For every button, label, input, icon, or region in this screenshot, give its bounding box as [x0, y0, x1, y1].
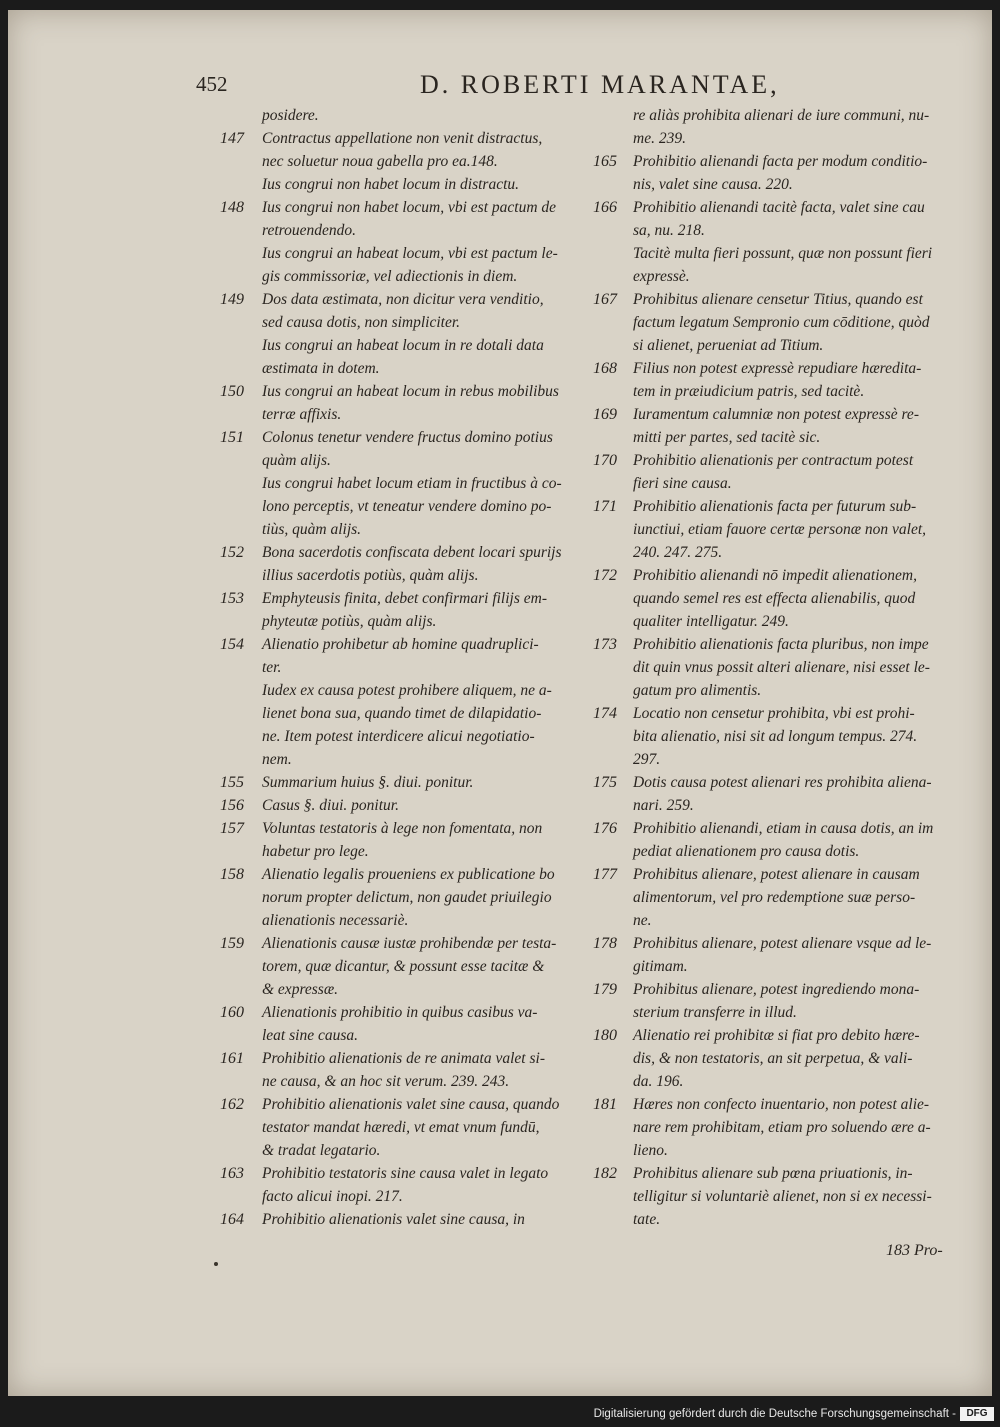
index-entry — [593, 495, 953, 564]
entry-line: Alienatio rei prohibitæ si fiat pro debito hære- — [633, 1027, 920, 1044]
entry-line: ter. — [262, 659, 282, 676]
entry-line: sa, nu. 218. — [633, 222, 705, 239]
entry-line: Prohibitus alienare sub pœna priuationis, in- — [633, 1165, 913, 1182]
index-entry — [593, 564, 953, 633]
entry-number: 159 — [220, 935, 244, 952]
index-entry — [220, 771, 587, 794]
entry-line: Iuramentum calumniæ non potest expressè re- — [633, 406, 919, 423]
index-entry — [633, 104, 953, 150]
entry-line: quando semel res est effecta alienabilis, quod — [633, 590, 916, 607]
entry-line: Iudex ex causa potest prohibere aliquem, ne a- — [262, 682, 552, 699]
entry-line: tate. — [633, 1211, 661, 1228]
entry-number: 160 — [220, 1004, 244, 1021]
index-entry — [220, 541, 587, 587]
entry-number: 152 — [220, 544, 244, 561]
entry-number: 156 — [220, 797, 244, 814]
entry-line: ne. — [633, 912, 652, 929]
entry-line: lieno. — [633, 1142, 668, 1159]
index-entry — [220, 633, 587, 679]
entry-line: Prohibitus alienare censetur Titius, quando est — [633, 291, 923, 308]
right-column — [593, 104, 953, 1231]
entry-line: Ius congrui non habet locum in distractu. — [262, 176, 520, 193]
footer-credit: Digitalisierung gefördert durch die Deutsche Forschungsgemeinschaft - — [593, 1408, 956, 1420]
entry-line: Voluntas testatoris à lege non fomentata, non — [262, 820, 543, 837]
entry-number: 153 — [220, 590, 244, 607]
entry-line: Prohibitio alienationis de re animata valet si- — [262, 1050, 545, 1067]
entry-line: sed causa dotis, non simpliciter. — [262, 314, 461, 331]
entry-line: fieri sine causa. — [633, 475, 732, 492]
index-entry — [593, 357, 953, 403]
index-entry — [220, 127, 587, 173]
entry-line: si alienet, perueniat ad Titium. — [633, 337, 824, 354]
entry-line: sterium transferre in illud. — [633, 1004, 797, 1021]
entry-line: quàm alijs. — [262, 452, 331, 469]
entry-line: telligitur si voluntariè alienet, non si ex necessi- — [633, 1188, 932, 1205]
entry-line: dis, & non testatoris, an sit perpetua, & vali- — [633, 1050, 913, 1067]
entry-line: Dotis causa potest alienari res prohibita aliena- — [633, 774, 932, 791]
index-entry — [220, 863, 587, 932]
index-entry — [593, 449, 953, 495]
entry-number: 155 — [220, 774, 244, 791]
entry-number: 165 — [593, 153, 617, 170]
entry-line: & expressæ. — [262, 981, 339, 998]
entry-number: 164 — [220, 1211, 244, 1228]
entry-line: Alienatio legalis proueniens ex publicatione bo — [262, 866, 555, 883]
entry-line: posidere. — [262, 107, 319, 124]
entry-number: 166 — [593, 199, 617, 216]
entry-line: testator mandat hæredi, vt emat vnum fundū, — [262, 1119, 540, 1136]
index-entry — [220, 794, 587, 817]
entry-line: nare rem prohibitam, etiam pro soluendo ære a- — [633, 1119, 931, 1136]
entry-line: Summarium huius §. diui. ponitur. — [262, 774, 474, 791]
entry-line: Ius congrui habet locum etiam in fructibus à co- — [262, 475, 562, 492]
index-entry — [593, 1162, 953, 1231]
entry-line: Emphyteusis finita, debet confirmari filijs em- — [262, 590, 547, 607]
entry-line: expressè. — [633, 268, 690, 285]
index-entry — [220, 288, 587, 334]
entry-line: Alienationis prohibitio in quibus casibus va- — [262, 1004, 538, 1021]
entry-number: 149 — [220, 291, 244, 308]
entry-line: norum propter delictum, non gaudet priuilegio — [262, 889, 552, 906]
entry-line: ne. Item potest interdicere alicui negotiatio- — [262, 728, 535, 745]
index-entry — [262, 334, 587, 380]
entry-line: Alienationis causæ iustæ prohibendæ per testa- — [262, 935, 557, 952]
index-entry — [262, 242, 587, 288]
index-entry — [220, 1047, 587, 1093]
entry-number: 173 — [593, 636, 617, 653]
index-entry — [593, 702, 953, 771]
entry-line: Ius congrui non habet locum, vbi est pactum de — [262, 199, 557, 216]
entry-line: Hæres non confecto inuentario, non potest alie- — [633, 1096, 930, 1113]
index-entry — [220, 426, 587, 472]
entry-line: Casus §. diui. ponitur. — [262, 797, 399, 814]
index-entry — [220, 1162, 587, 1208]
index-entry — [633, 242, 953, 288]
entry-line: tem in præiudicium patris, sed tacitè. — [633, 383, 865, 400]
entry-number: 150 — [220, 383, 244, 400]
index-entry — [262, 104, 587, 127]
entry-number: 178 — [593, 935, 617, 952]
entry-line: facto alicui inopi. 217. — [262, 1188, 403, 1205]
entry-line: bita alienatio, nisi sit ad longum tempus. 274. — [633, 728, 918, 745]
entry-line: Alienatio prohibetur ab homine quadruplici- — [262, 636, 539, 653]
entry-number: 147 — [220, 130, 244, 147]
entry-line: 297. — [633, 751, 661, 768]
entry-line: Prohibitio alienationis valet sine causa, quando — [262, 1096, 560, 1113]
entry-line: pediat alienationem pro causa dotis. — [633, 843, 860, 860]
entry-line: tiùs, quàm alijs. — [262, 521, 362, 538]
index-entry — [593, 863, 953, 932]
entry-line: me. 239. — [633, 130, 686, 147]
entry-number: 158 — [220, 866, 244, 883]
entry-number: 170 — [593, 452, 617, 469]
catchword: 183 Pro- — [886, 1242, 943, 1259]
index-entry — [220, 196, 587, 242]
entry-line: Ius congrui an habeat locum in rebus mobilibus — [262, 383, 559, 400]
entry-line: alienationis necessariè. — [262, 912, 409, 929]
entry-line: & tradat legatario. — [262, 1142, 381, 1159]
entry-line: æstimata in dotem. — [262, 360, 380, 377]
entry-number: 181 — [593, 1096, 617, 1113]
entry-line: 240. 247. 275. — [633, 544, 723, 561]
entry-line: Tacitè multa fieri possunt, quæ non possunt fieri — [633, 245, 933, 262]
entry-line: gitimam. — [633, 958, 688, 975]
index-entry — [593, 1024, 953, 1093]
entry-line: re aliàs prohibita alienari de iure communi, nu- — [633, 107, 930, 124]
index-entry — [220, 932, 587, 1001]
index-entry — [220, 380, 587, 426]
index-entry — [220, 817, 587, 863]
entry-line: Prohibitio alienandi facta per modum conditio- — [633, 153, 928, 170]
entry-line: ne causa, & an hoc sit verum. 239. 243. — [262, 1073, 510, 1090]
entry-line: leat sine causa. — [262, 1027, 358, 1044]
entry-line: retrouendendo. — [262, 222, 356, 239]
entry-line: nis, valet sine causa. 220. — [633, 176, 793, 193]
entry-number: 154 — [220, 636, 244, 653]
entry-line: Filius non potest expressè repudiare hæredita- — [633, 360, 922, 377]
entry-line: Ius congrui an habeat locum, vbi est pactum le- — [262, 245, 558, 262]
entry-line: iunctiui, etiam fauore certæ personæ non valet, — [633, 521, 927, 538]
entry-number: 175 — [593, 774, 617, 791]
index-entry — [593, 1093, 953, 1162]
entry-number: 177 — [593, 866, 617, 883]
entry-line: lono perceptis, vt teneatur vendere domino po- — [262, 498, 552, 515]
entry-number: 163 — [220, 1165, 244, 1182]
entry-number: 157 — [220, 820, 244, 837]
entry-line: Prohibitio alienationis facta pluribus, non impe — [633, 636, 929, 653]
entry-line: lienet bona sua, quando timet de dilapidatio- — [262, 705, 542, 722]
entry-number: 176 — [593, 820, 617, 837]
entry-number: 180 — [593, 1027, 617, 1044]
entry-line: da. 196. — [633, 1073, 684, 1090]
index-entry — [593, 288, 953, 357]
entry-line: terræ affixis. — [262, 406, 342, 423]
entry-line: Colonus tenetur vendere fructus domino potius — [262, 429, 553, 446]
entry-line: habetur pro lege. — [262, 843, 369, 860]
entry-line: alimentorum, vel pro redemptione suæ perso- — [633, 889, 916, 906]
entry-number: 148 — [220, 199, 244, 216]
entry-line: factum legatum Sempronio cum cōditione, quòd — [633, 314, 930, 331]
entry-line: Prohibitio alienandi, etiam in causa dotis, an im — [633, 820, 934, 837]
index-entry — [593, 817, 953, 863]
index-entry — [262, 679, 587, 771]
entry-number: 151 — [220, 429, 244, 446]
footer-bar — [0, 1396, 1000, 1427]
entry-number: 168 — [593, 360, 617, 377]
entry-line: Prohibitio testatoris sine causa valet in legato — [262, 1165, 549, 1182]
entry-line: Prohibitus alienare, potest alienare in causam — [633, 866, 920, 883]
entry-line: gatum pro alimentis. — [633, 682, 762, 699]
entry-line: nec soluetur noua gabella pro ea.148. — [262, 153, 498, 170]
index-entry — [593, 196, 953, 242]
entry-number: 161 — [220, 1050, 244, 1067]
entry-line: Locatio non censetur prohibita, vbi est prohi- — [633, 705, 915, 722]
entry-line: nem. — [262, 751, 292, 768]
entry-line: Prohibitus alienare, potest ingrediendo mona- — [633, 981, 920, 998]
entry-number: 182 — [593, 1165, 617, 1182]
index-entry — [593, 932, 953, 978]
index-entry — [220, 1001, 587, 1047]
index-entry — [593, 403, 953, 449]
index-entry — [593, 978, 953, 1024]
entry-number: 172 — [593, 567, 617, 584]
index-entry — [593, 633, 953, 702]
index-entry — [262, 472, 587, 541]
entry-line: Prohibitio alienationis facta per futurum sub- — [633, 498, 917, 515]
entry-line: qualiter intelligatur. 249. — [633, 613, 789, 630]
entry-line: illius sacerdotis potiùs, quàm alijs. — [262, 567, 479, 584]
entry-line: Prohibitio alienandi nō impedit alienationem, — [633, 567, 917, 584]
entry-number: 179 — [593, 981, 617, 998]
index-entry — [220, 1093, 587, 1162]
entry-line: mitti per partes, sed tacitè sic. — [633, 429, 821, 446]
entry-line: phyteutæ potiùs, quàm alijs. — [262, 613, 437, 630]
left-column — [220, 104, 587, 1231]
entry-number: 167 — [593, 291, 617, 308]
running-head: D. ROBERTI MARANTAE, — [420, 70, 780, 99]
entry-line: Prohibitio alienationis per contractum potest — [633, 452, 914, 469]
entry-line: Prohibitus alienare, potest alienare vsque ad le- — [633, 935, 932, 952]
ink-spot — [214, 1262, 218, 1266]
entry-line: Prohibitio alienationis valet sine causa, in — [262, 1211, 525, 1228]
entry-line: torem, quæ dicantur, & possunt esse tacitæ & — [262, 958, 545, 975]
entry-line: gis commissoriæ, vel adiectionis in diem. — [262, 268, 518, 285]
entry-number: 162 — [220, 1096, 244, 1113]
index-entry — [220, 1208, 587, 1231]
entry-line: Bona sacerdotis confiscata debent locari spurijs — [262, 544, 562, 561]
entry-line: Ius congrui an habeat locum in re dotali data — [262, 337, 544, 354]
index-entry — [593, 771, 953, 817]
entry-line: dit quin vnus possit alteri alienare, nisi esset le- — [633, 659, 930, 676]
entry-number: 171 — [593, 498, 617, 515]
index-entry — [262, 173, 587, 196]
entry-line: nari. 259. — [633, 797, 694, 814]
index-entry — [593, 150, 953, 196]
entry-line: Contractus appellatione non venit distractus, — [262, 130, 543, 147]
entry-line: Dos data æstimata, non dicitur vera venditio, — [262, 291, 544, 308]
index-entry — [220, 587, 587, 633]
page-number: 452 — [196, 72, 228, 96]
entry-number: 169 — [593, 406, 617, 423]
entry-line: Prohibitio alienandi tacitè facta, valet sine cau — [633, 199, 925, 216]
entry-number: 174 — [593, 705, 617, 722]
dfg-logo-icon: DFG — [960, 1407, 994, 1421]
